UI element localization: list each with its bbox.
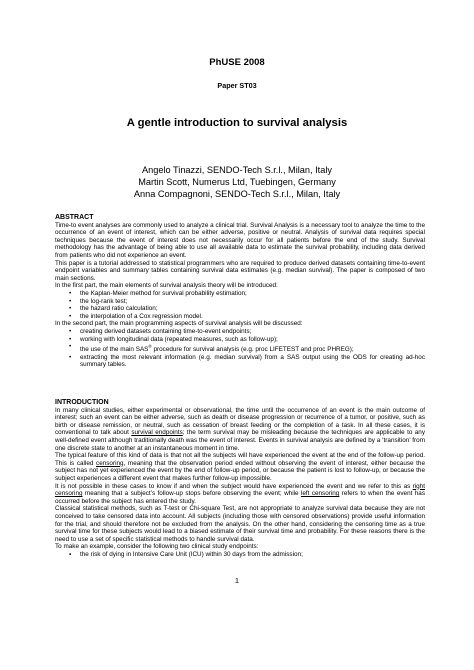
list-item-text: procedure for survival analysis (e.g. proc LIFETEST and proc PHREG);: [151, 346, 354, 354]
bullet-icon: •: [69, 353, 72, 361]
list-item: [55, 298, 425, 306]
text-run: In many clinical studies, either experimental or observational, the time until the occurrence of an event is the main outcome of interest; such an event can be either adverse, such as death or disease progression or recurrence of a tumor, or positive, such as birth or disease remission, or neutral, such as cessation of breast feeding or the completion of a task. In all these cases, it is conventional to talk about: [55, 406, 425, 437]
text-run: meaning that a subject’s follow-up stops before observing the event; while: [82, 490, 301, 498]
bullet-icon: •: [69, 327, 72, 335]
page-number: 1: [234, 576, 240, 585]
conference-name: PhUSE 2008: [209, 57, 265, 68]
text-run: It is not possible in these cases to know if and when the subject would have experienced the event and we refer to this as: [55, 482, 413, 490]
text-run: The typical feature of this kind of data is that not all the subjects will have experienced the event at the end of the follow-up period. This is called: [55, 452, 425, 467]
bullet-icon: •: [69, 343, 72, 351]
abstract-section: [55, 214, 425, 369]
bullet-icon: •: [69, 289, 72, 297]
registered-mark: ®: [148, 344, 152, 350]
author-line: Angelo Tinazzi, SENDO-Tech S.r.l., Milan, Italy: [142, 165, 332, 175]
list-item-text: the risk of dying in Intensive Care Unit (ICU) within 30 days from the admission;: [80, 550, 303, 558]
list-item-text: extracting the most relevant information (e.g. median survival) from a SAS output using the ODS for creating ad-hoc summary tables.: [80, 353, 425, 369]
text-run: refers to when the event has occurred before the subject has entered the study.: [55, 490, 425, 505]
author-list: [0, 164, 474, 200]
intro-paragraph: Classical statistical methods, such as T-test or Chi-square Test, are not appropriate to analyze survival data because they are not conceived to take censored data into account. All subjects (including those with censored observations) provide useful information for the trial, and should therefore not be excluded from the analysis. On the other hand, considering the censoring time as a true survival time for these subjects would lead to a biased estimate of their survival time and probability. For these reasons there is the need to use a set of specific statistical methods to handle survival data.: [55, 505, 425, 543]
abstract-paragraph: Time-to event analyses are commonly used to analyze a clinical trial. Survival Analysis is a necessary tool to analyze the time to the occurrence of an event of interest, which can be either adverse, positive or neutral. Analysis of survival data requires special techniques because the event of interest does not necessarily occur for all patients before the end of the study. Survival methodology has the advantage of being able to use all available data to estimate the survival probability, including data derived from patients who did not experience an event.: [55, 221, 425, 259]
list-item: [55, 290, 425, 298]
paper-title: A gentle introduction to survival analysis: [126, 117, 348, 129]
list-item: [55, 354, 425, 369]
theory-list: [55, 290, 425, 320]
text-run: , meaning that the observation period ended without observing the event of interest, either because the subject has not yet experienced the event by the end of follow-up period, or because the patient is lost to follow-up, or because the subject experiences a different event that makes further follow-up impossible.: [55, 459, 425, 482]
endpoint-list: [55, 551, 425, 559]
list-item-text: the interpolation of a Cox regression model.: [80, 312, 203, 320]
list-item: [55, 328, 425, 336]
list-item-text: working with longitudinal data (repeated measures, such as follow-up);: [80, 335, 278, 343]
intro-paragraph: [55, 407, 425, 453]
list-item-text: the Kaplan-Meier method for survival probability estimation;: [80, 289, 247, 297]
text-run: ; the term survival may be misleading because the techniques are applicable to any well-defined event although traditionally death was the event of interest. Events in survival analysis are defined by a ‘transition’ from one discrete state to another at an instantaneous moment in time.: [55, 429, 425, 452]
introduction-heading: INTRODUCTION: [55, 399, 109, 406]
author-line: Martin Scott, Numerus Ltd, Tuebingen, Germany: [138, 177, 336, 187]
bullet-icon: •: [69, 305, 72, 313]
abstract-paragraph: In the first part, the main elements of survival analysis theory will be introduced:: [55, 282, 278, 290]
list-item: [55, 551, 425, 559]
list-item: [55, 343, 425, 354]
list-item: [55, 313, 425, 321]
intro-paragraph: [55, 452, 425, 482]
list-item-text: the use of the main SAS: [80, 346, 149, 354]
bullet-icon: •: [69, 312, 72, 320]
bullet-icon: ▪: [69, 550, 72, 558]
list-item-text: the log-rank test;: [80, 297, 128, 305]
abstract-paragraph: This paper is a tutorial addressed to statistical programmers who are required to produce derived datasets containing time-to-event endpoint variables and summary tables containing survival data estimates (e.g. median survival). The paper is composed of two main sections.: [55, 259, 425, 282]
term-left-censoring: left censoring: [300, 490, 340, 498]
paper-id: Paper ST03: [217, 81, 257, 90]
programming-list: [55, 328, 425, 369]
term-survival-endpoints: survival endpoints: [131, 429, 183, 437]
author-line: Anna Compagnoni, SENDO-Tech S.r.l., Milan, Italy: [133, 189, 341, 199]
term-right-censoring: right censoring: [55, 482, 425, 498]
list-item-text: the hazard ratio calculation;: [80, 305, 158, 313]
term-censoring: censoring: [96, 459, 124, 467]
abstract-heading: ABSTRACT: [55, 214, 94, 221]
list-item: [55, 336, 425, 344]
introduction-section: [55, 399, 425, 558]
intro-paragraph: To make an example, consider the following two clinical study endpoints:: [55, 543, 259, 551]
bullet-icon: •: [69, 335, 72, 343]
intro-paragraph: [55, 483, 425, 506]
list-item-text: creating derived datasets containing time-to-event endpoints;: [80, 327, 252, 335]
list-item: [55, 305, 425, 313]
abstract-paragraph: In the second part, the main programming aspects of survival analysis will be discussed:: [55, 320, 303, 328]
bullet-icon: •: [69, 297, 72, 305]
